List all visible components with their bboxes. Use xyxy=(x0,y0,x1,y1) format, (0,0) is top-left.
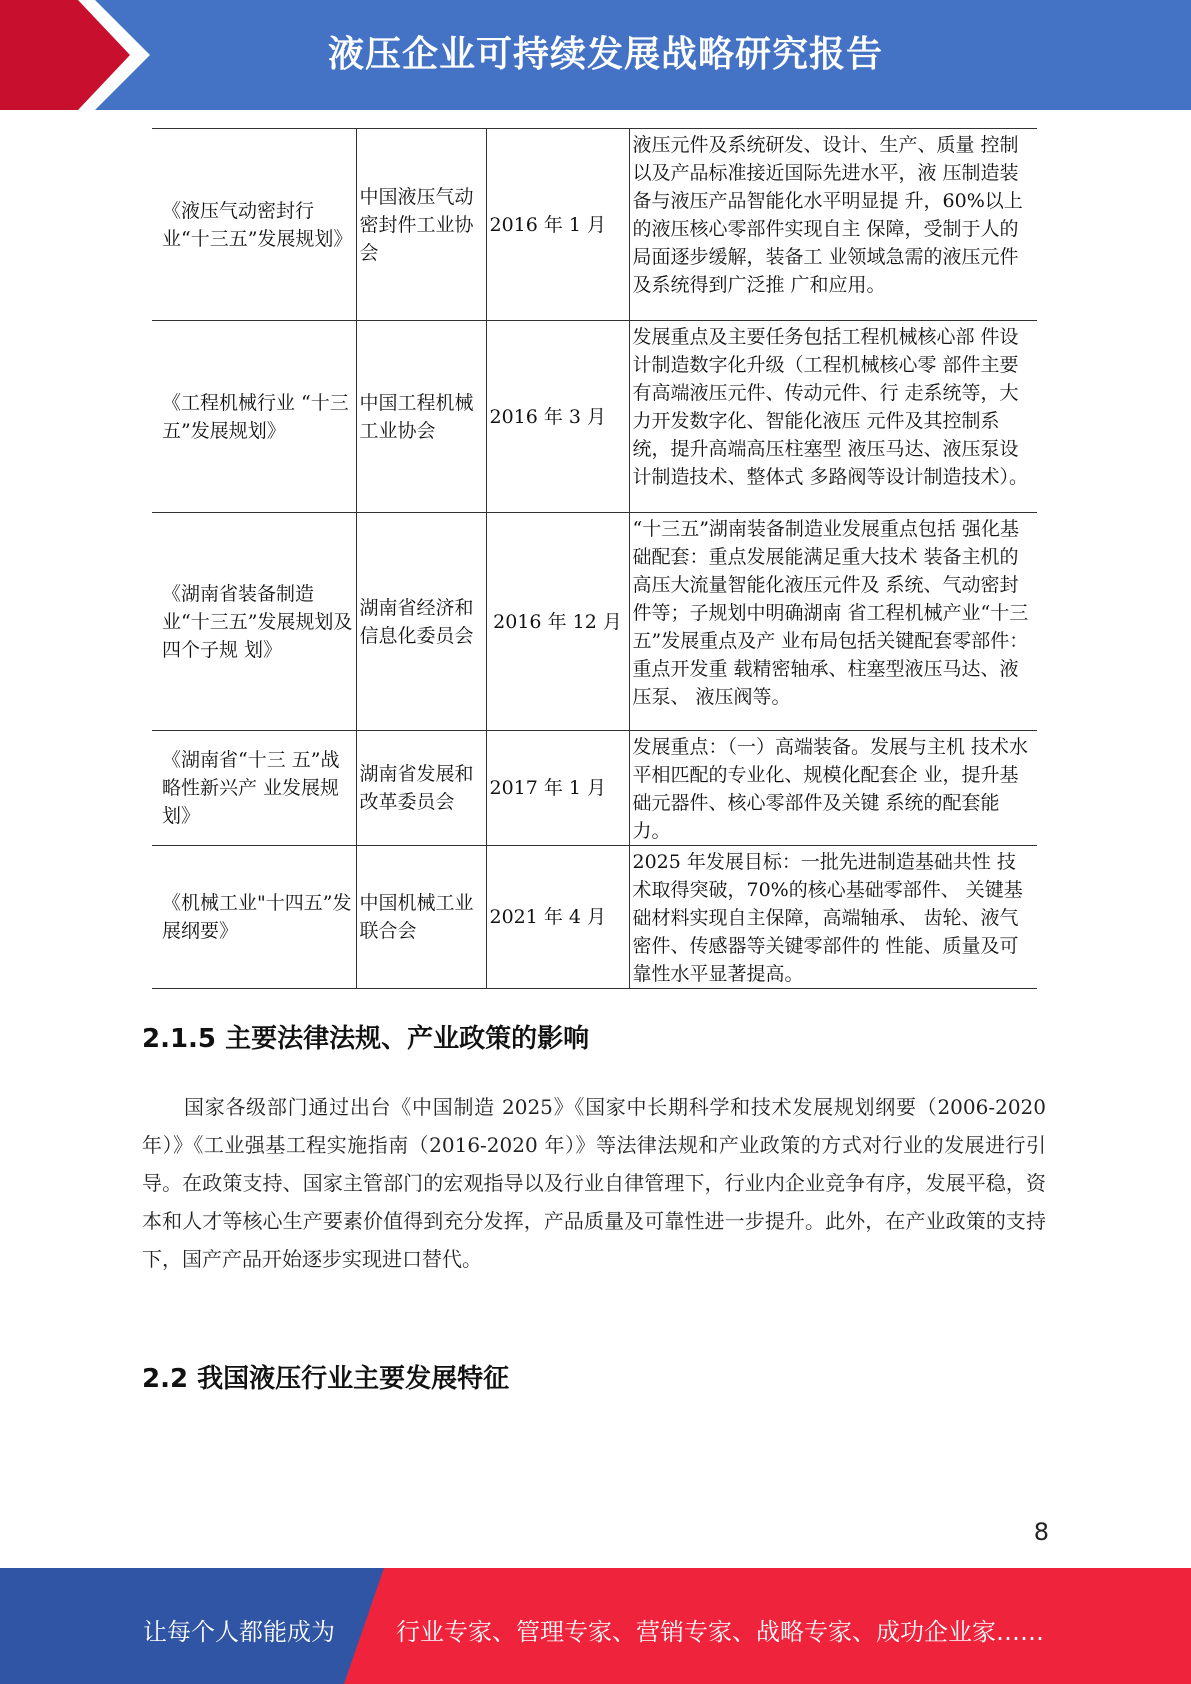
issuing-org: 中国工程机械工业协会 xyxy=(356,321,486,513)
issuing-org: 湖南省发展和改革委员会 xyxy=(356,731,486,846)
table-row xyxy=(152,513,1037,731)
section-heading-2-2: 2.2 我国液压行业主要发展特征 xyxy=(142,1364,510,1394)
issue-date: 2021 年 4 月 xyxy=(486,846,629,989)
policy-content: 发展重点：（一）高端装备。发展与主机 技术水平相匹配的专业化、规模化配套企 业，提升基础元器件、核心零部件及关键 系统的配套能力。 xyxy=(629,731,1037,846)
table-row xyxy=(152,321,1037,513)
report-title: 液压企业可持续发展战略研究报告 xyxy=(327,34,883,75)
issuing-org: 中国液压气动密封件工业协会 xyxy=(356,129,486,321)
issue-date: 2016 年 12 月 xyxy=(486,513,629,731)
table-row xyxy=(152,731,1037,846)
issue-date: 2017 年 1 月 xyxy=(486,731,629,846)
policy-table xyxy=(152,128,1037,989)
issuing-org: 中国机械工业联合会 xyxy=(356,846,486,989)
policy-content: 2025 年发展目标：一批先进制造基础共性 技术取得突破，70%的核心基础零部件、 关键基础材料实现自主保障，高端轴承、 齿轮、液气密件、传感器等关键零部件的 性能、质量及可靠性水平显著提高。 xyxy=(629,846,1037,989)
issuing-org: 湖南省经济和信息化委员会 xyxy=(356,513,486,731)
body-paragraph: 国家各级部门通过出台《中国制造 2025》《国家中长期科学和技术发展规划纲要（2006-2020 年）》《工业强基工程实施指南（2016-2020 年）》等法律法规和产业政策的方式对行业的发展进行引导。在政策支持、国家主管部门的宏观指导以及行业自律管理下，行业内企业竞争有序，发展平稳，资本和人才等核心生产要素价值得到充分发挥，产品质量及可靠性进一步提升。此外，在产业政策的支持下，国产产品开始逐步实现进口替代。 xyxy=(142,1095,1046,1271)
policy-content: 发展重点及主要任务包括工程机械核心部 件设计制造数字化升级（工程机械核心零 部件主要有高端液压元件、传动元件、行 走系统等，大力开发数字化、智能化液压 元件及其控制系统，提升高端高压柱塞型 液压马达、液压泵设计制造技术、整体式 多路阀等设计制造技术）。 xyxy=(629,321,1037,513)
table-row xyxy=(152,129,1037,321)
policy-name: 《液压气动密封行业“十三五”发展规划》 xyxy=(162,199,353,250)
policy-name: 《湖南省“十三 五”战略性新兴产 业发展规划》 xyxy=(162,749,340,827)
table-row xyxy=(152,846,1037,989)
issue-date: 2016 年 1 月 xyxy=(486,129,629,321)
footer-slogan-right: 行业专家、管理专家、营销专家、战略专家、成功企业家…… xyxy=(396,1618,1044,1646)
policy-name: 《湖南省装备制造业“十三五”发展规划及四个子规 划》 xyxy=(162,582,353,661)
issue-date: 2016 年 3 月 xyxy=(486,321,629,513)
policy-name: 《机械工业"十四五”发展纲要》 xyxy=(162,892,352,942)
policy-content: 液压元件及系统研发、设计、生产、质量 控制以及产品标准接近国际先进水平，液 压制造装备与液压产品智能化水平明显提 升，60%以上的液压核心零部件实现自主 保障，受制于人的局面逐步缓解，装备工 业领域急需的液压元件及系统得到广泛推 广和应用。 xyxy=(629,129,1037,321)
page-number: 8 xyxy=(1033,1518,1049,1546)
section-heading-2-1-5: 2.1.5 主要法律法规、产业政策的影响 xyxy=(142,1024,590,1054)
footer-slogan-left: 让每个人都能成为 xyxy=(143,1618,335,1646)
policy-content: “十三五”湖南装备制造业发展重点包括 强化基础配套：重点发展能满足重大技术 装备主机的高压大流量智能化液压元件及 系统、气动密封件等；子规划中明确湖南 省工程机械产业“十三五”发展重点及产 业布局包括关键配套零部件：重点开发重 载精密轴承、柱塞型液压马达、液压泵、 液压阀等。 xyxy=(629,513,1037,731)
policy-name: 《工程机械行业 “十三五”发展规划》 xyxy=(162,391,349,442)
